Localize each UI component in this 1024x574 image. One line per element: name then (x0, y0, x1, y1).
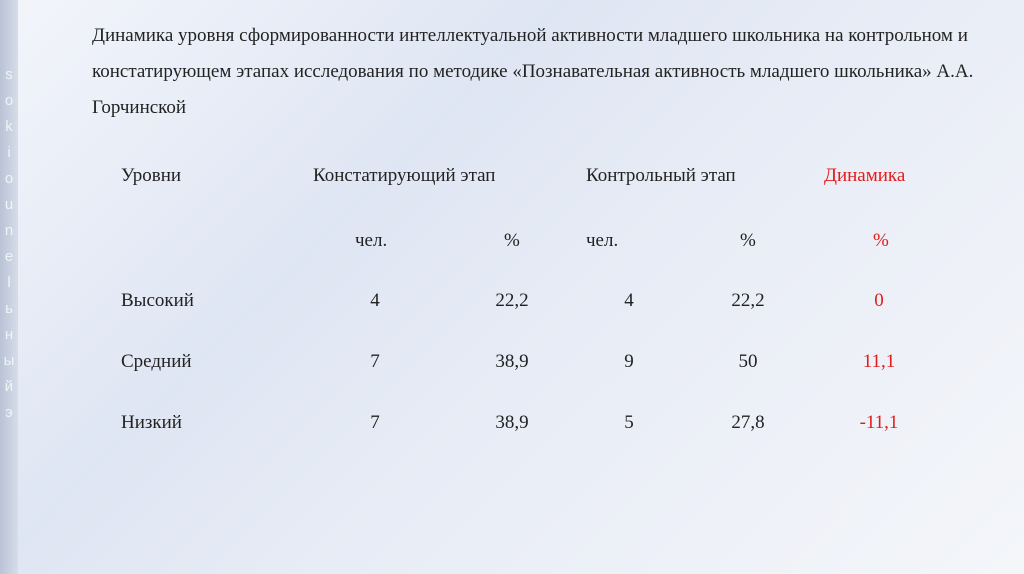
edge-watermark (0, 62, 18, 426)
edge-letter: o (4, 92, 14, 109)
row-high-stage1-pct: 22,2 (495, 290, 529, 311)
row-level-medium: Средний (121, 351, 192, 372)
row-medium-stage1-count: 7 (370, 351, 380, 372)
header-stage1: Констатирующий этап (313, 165, 496, 186)
row-low-stage1-count: 7 (370, 412, 380, 433)
row-level-high: Высокий (121, 290, 194, 311)
header-levels: Уровни (121, 165, 182, 186)
row-low-stage2-pct: 27,8 (731, 412, 765, 433)
subheader-stage2-count: чел. (586, 230, 619, 251)
edge-letter: e (4, 248, 14, 265)
row-medium-stage1-pct: 38,9 (495, 351, 529, 372)
subheader-stage1-pct: % (504, 230, 520, 251)
edge-letter: ь (5, 300, 13, 317)
edge-letter: i (7, 144, 11, 161)
row-low-stage2-count: 5 (624, 412, 634, 433)
edge-letter: ы (3, 352, 15, 369)
subheader-dynamics-pct: % (873, 230, 889, 251)
row-low-stage1-pct: 38,9 (495, 412, 529, 433)
edge-letter: n (4, 222, 14, 239)
edge-letter: l (7, 274, 11, 291)
edge-letter: й (4, 378, 14, 395)
edge-letter: o (4, 170, 14, 187)
row-high-dynamics: 0 (874, 290, 884, 311)
edge-letter: н (4, 326, 14, 343)
row-level-low: Низкий (121, 412, 182, 433)
subheader-stage1-count: чел. (355, 230, 388, 251)
slide-title: Динамика уровня сформированности интеллектуальной активности младшего школьника на контрольном и констатирующем этапах исследования по методике «Познавательная активность младшего школьника» А.А. Горчинской (92, 25, 974, 118)
row-high-stage2-pct: 22,2 (731, 290, 765, 311)
edge-letter: u (4, 196, 14, 213)
subheader-stage2-pct: % (740, 230, 756, 251)
edge-letter: э (5, 404, 13, 421)
row-high-stage1-count: 4 (370, 290, 380, 311)
edge-letter: k (5, 118, 13, 135)
row-high-stage2-count: 4 (624, 290, 634, 311)
row-medium-stage2-pct: 50 (738, 351, 758, 372)
edge-letter: s (5, 66, 13, 83)
row-medium-dynamics: 11,1 (862, 351, 896, 372)
header-stage2: Контрольный этап (586, 165, 736, 186)
header-dynamics: Динамика (824, 165, 906, 186)
row-low-dynamics: -11,1 (859, 412, 899, 433)
row-medium-stage2-count: 9 (624, 351, 634, 372)
